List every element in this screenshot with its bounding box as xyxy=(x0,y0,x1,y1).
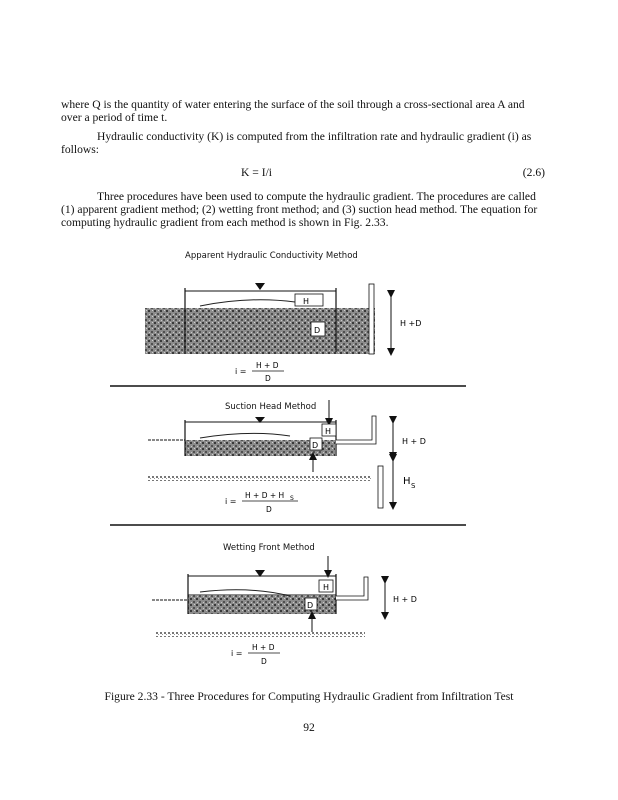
panel2-wetting-layer xyxy=(148,476,372,481)
panel1-label-h: H xyxy=(303,297,310,306)
panel1-formula-lhs: i = xyxy=(235,367,247,376)
panel3-formula-lhs: i = xyxy=(231,649,243,658)
figure-caption: Figure 2.33 - Three Procedures for Computing Hydraulic Gradient from Infiltration Test xyxy=(104,690,514,703)
panel3-label-hd: H + D xyxy=(393,595,417,604)
panel2-formula-den: D xyxy=(266,505,272,514)
panel2-label-hs: H xyxy=(403,476,411,487)
paragraph-conductivity-intro: Hydraulic conductivity (K) is computed from the infiltration rate and hydraulic gradient (i) as follows: xyxy=(61,130,532,156)
panel-suction-method xyxy=(110,400,466,525)
panel1-formula-den: D xyxy=(265,374,271,383)
panel1-title: Apparent Hydraulic Conductivity Method xyxy=(185,251,358,261)
panel1-soil xyxy=(145,308,375,354)
panel3-formula-den: D xyxy=(261,657,267,666)
water-level-icon xyxy=(255,283,265,290)
figure-hydraulic-gradient xyxy=(100,244,480,674)
panel2-label-hd: H + D xyxy=(402,437,426,446)
panel2-formula-num-sub: S xyxy=(290,495,294,502)
paragraph-flux-definition: where Q is the quantity of water entering the surface of the soil through a cross-sectional area A and over a period of time t. xyxy=(61,98,525,124)
equation-k: K = I/i xyxy=(241,166,273,179)
panel1-label-d: D xyxy=(314,326,321,335)
page-number: 92 xyxy=(303,721,315,734)
equation-number: (2.6) xyxy=(522,166,545,179)
panel-apparent-method xyxy=(110,251,466,386)
panel-wetting-front-method xyxy=(152,543,417,666)
panel2-title: Suction Head Method xyxy=(225,402,317,412)
panel2-formula-num: H + D + H xyxy=(245,491,285,500)
panel2-label-hs-sub: S xyxy=(411,482,416,490)
panel2-label-d: D xyxy=(312,441,319,450)
equation-row xyxy=(61,166,545,180)
panel3-label-d: D xyxy=(307,601,314,610)
panel1-label-hd: H +D xyxy=(400,319,422,328)
paragraph-procedures: Three procedures have been used to compute the hydraulic gradient. The procedures are called (1) apparent gradient method; (2) wetting front method; and (3) suction head method. The equation for computing hydraulic gradient from each method is shown in Fig. 2.33. xyxy=(61,190,538,229)
panel3-label-h: H xyxy=(323,583,330,592)
panel1-formula-num: H + D xyxy=(256,361,279,370)
panel3-title: Wetting Front Method xyxy=(223,543,315,553)
panel3-formula-num: H + D xyxy=(252,643,275,652)
panel3-wetting-layer xyxy=(155,632,365,637)
panel2-label-h: H xyxy=(325,427,332,436)
panel2-formula-lhs: i = xyxy=(225,497,237,506)
